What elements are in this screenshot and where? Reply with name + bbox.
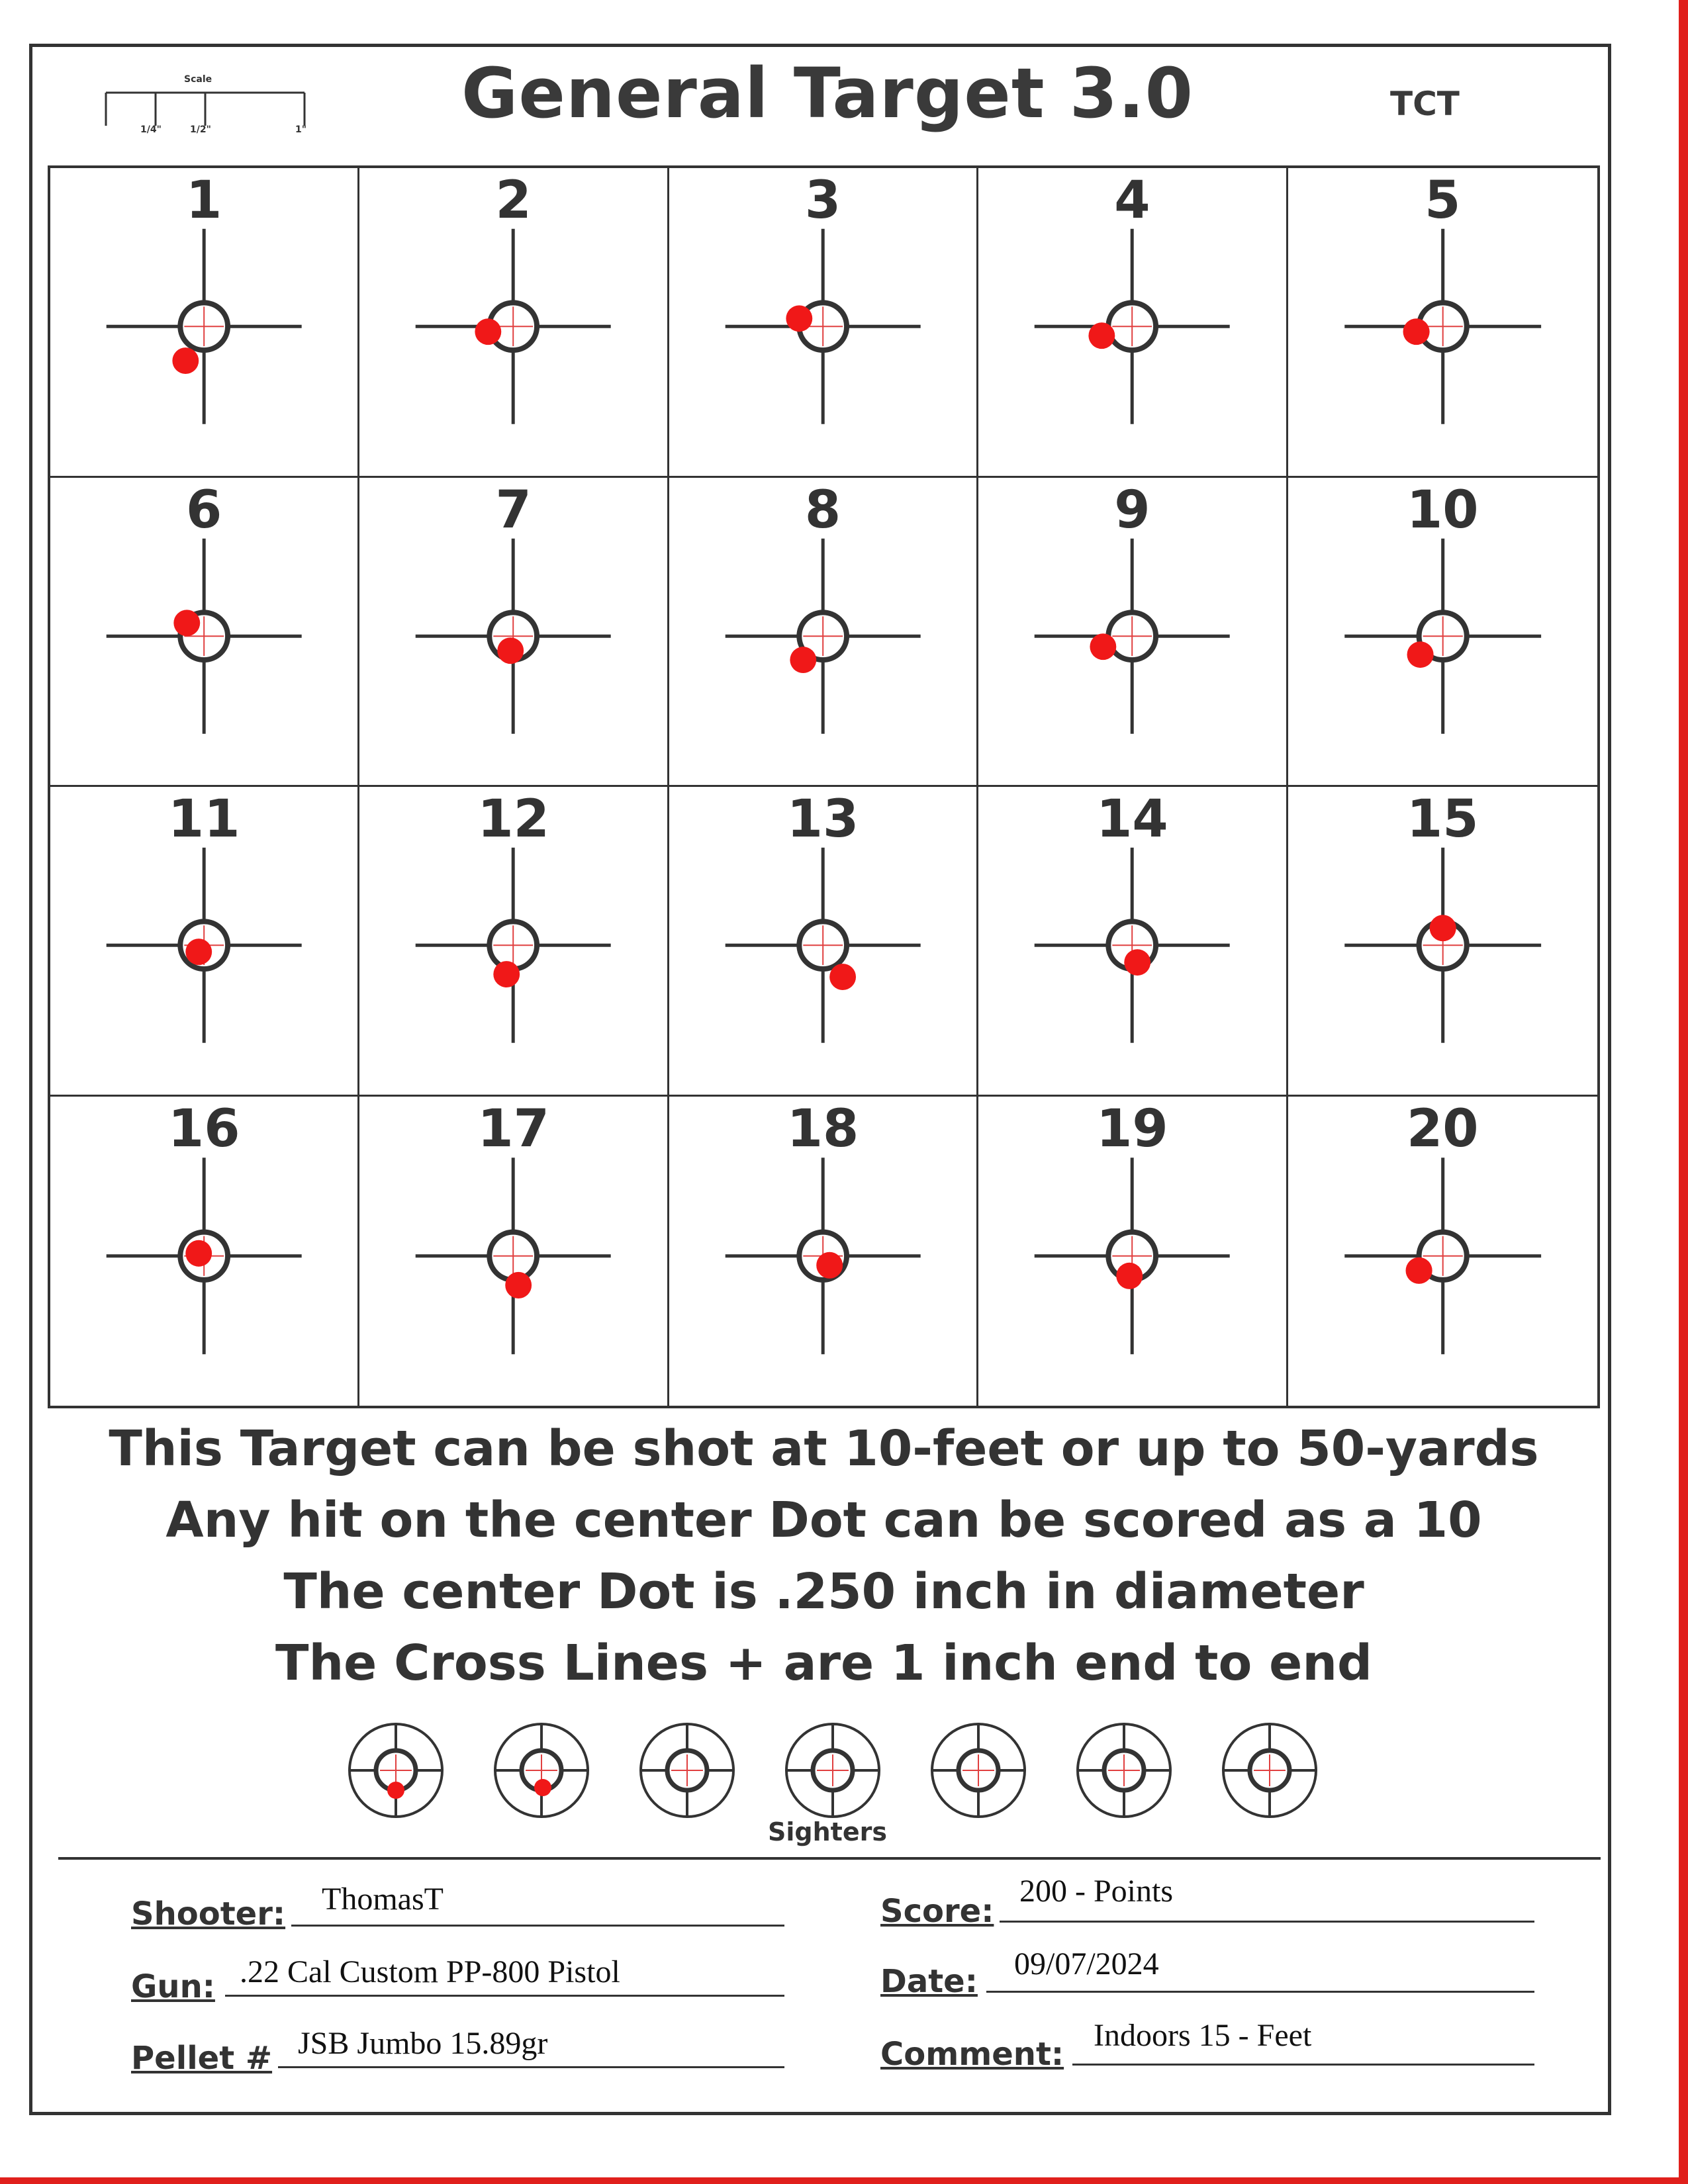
- target-cell-10: [1288, 478, 1597, 788]
- target-number: 6: [186, 480, 222, 540]
- red-page-bottom-edge: [0, 2177, 1688, 2184]
- instruction-line-1: This Target can be shot at 10-feet or up to 50-yards: [109, 1420, 1539, 1477]
- crosshair-target: [50, 1097, 357, 1406]
- instruction-line-2: Any hit on the center Dot can be scored as a 10: [165, 1492, 1482, 1549]
- target-cell-15: [1288, 787, 1597, 1097]
- pellet-label: Pellet #: [131, 2040, 273, 2077]
- pellet-value[interactable]: JSB Jumbo 15.89gr: [298, 2026, 548, 2061]
- sighter-target-2: [495, 1724, 588, 1817]
- crosshair-target: [978, 168, 1286, 476]
- shot-hole: [786, 305, 812, 332]
- tct-tag: TCT: [1390, 85, 1460, 123]
- target-number: 19: [1096, 1099, 1168, 1159]
- shooter-label: Shooter:: [131, 1895, 286, 1933]
- form-separator: [58, 1857, 1601, 1860]
- crosshair-target: [978, 787, 1286, 1095]
- crosshair-target: [1288, 787, 1597, 1095]
- shot-hole: [172, 347, 199, 374]
- crosshair-target: [359, 478, 667, 786]
- target-cell-19: [978, 1097, 1288, 1406]
- target-number: 16: [167, 1099, 240, 1159]
- target-cell-18: [669, 1097, 978, 1406]
- target-cell-2: [359, 168, 669, 478]
- shot-hole: [185, 938, 212, 965]
- instruction-line-4: The Cross Lines + are 1 inch end to end: [275, 1635, 1372, 1692]
- score-label: Score:: [880, 1893, 994, 1930]
- target-number: 7: [495, 480, 532, 540]
- shooter-underline: [291, 1925, 784, 1927]
- shot-hole: [185, 1240, 212, 1266]
- target-cell-9: [978, 478, 1288, 788]
- target-cell-16: [50, 1097, 359, 1406]
- gun-label: Gun:: [131, 1968, 215, 2005]
- shooter-value[interactable]: ThomasT: [322, 1882, 444, 1917]
- shot-hole: [1407, 641, 1433, 668]
- scale-mark-half: 1/2": [190, 124, 211, 135]
- sighter-targets: [338, 1721, 1331, 1827]
- target-grid: [48, 165, 1600, 1408]
- score-value[interactable]: 200 - Points: [1019, 1874, 1174, 1909]
- crosshair-target: [669, 168, 976, 476]
- target-cell-3: [669, 168, 978, 478]
- comment-underline: [1072, 2064, 1534, 2066]
- shot-hole: [816, 1251, 843, 1278]
- sighter-target-4: [786, 1724, 879, 1817]
- shot-hole: [1405, 1257, 1432, 1283]
- crosshair-target: [359, 1097, 667, 1406]
- shot-hole: [1090, 633, 1117, 660]
- target-number: 4: [1114, 171, 1150, 230]
- target-number: 12: [477, 790, 549, 849]
- shot-hole: [173, 610, 200, 636]
- pellet-underline: [278, 2066, 784, 2068]
- shot-hole: [498, 637, 524, 664]
- comment-value[interactable]: Indoors 15 - Feet: [1094, 2018, 1312, 2053]
- shot-hole: [1124, 949, 1150, 976]
- crosshair-target: [359, 168, 667, 476]
- target-number: 1: [186, 171, 222, 230]
- target-number: 13: [786, 790, 859, 849]
- crosshair-target: [1288, 478, 1597, 786]
- target-number: 14: [1096, 790, 1168, 849]
- date-underline: [986, 1991, 1534, 1993]
- instructions: [48, 1413, 1600, 1699]
- crosshair-target: [669, 478, 976, 786]
- target-cell-12: [359, 787, 669, 1097]
- crosshair-target: [359, 787, 667, 1095]
- crosshair-target: [50, 168, 357, 476]
- score-underline: [1000, 1921, 1534, 1923]
- target-number: 2: [495, 171, 532, 230]
- shot-hole: [829, 964, 856, 990]
- target-cell-11: [50, 787, 359, 1097]
- sighter-target-1: [350, 1724, 442, 1817]
- target-number: 20: [1407, 1099, 1479, 1159]
- crosshair-target: [669, 787, 976, 1095]
- target-number: 3: [804, 171, 841, 230]
- sighter-target-7: [1223, 1724, 1316, 1817]
- target-number: 8: [804, 480, 841, 540]
- target-cell-17: [359, 1097, 669, 1406]
- target-cell-5: [1288, 168, 1597, 478]
- crosshair-target: [978, 478, 1286, 786]
- gun-underline: [225, 1995, 784, 1997]
- date-value[interactable]: 09/07/2024: [1014, 1946, 1159, 1981]
- shot-hole: [1403, 318, 1429, 345]
- scale-label: Scale: [184, 74, 212, 85]
- sighter-target-3: [641, 1724, 733, 1817]
- shot-hole: [506, 1271, 532, 1298]
- crosshair-target: [1288, 168, 1597, 476]
- target-cell-13: [669, 787, 978, 1097]
- crosshair-target: [978, 1097, 1286, 1406]
- target-cell-6: [50, 478, 359, 788]
- shot-hole: [790, 647, 816, 673]
- target-cell-14: [978, 787, 1288, 1097]
- comment-label: Comment:: [880, 2036, 1064, 2073]
- shot-hole: [475, 318, 502, 345]
- crosshair-target: [1288, 1097, 1597, 1406]
- target-cell-4: [978, 168, 1288, 478]
- page-title: General Target 3.0: [461, 53, 1194, 134]
- date-label: Date:: [880, 1963, 978, 2000]
- target-number: 18: [786, 1099, 859, 1159]
- crosshair-target: [50, 787, 357, 1095]
- target-cell-1: [50, 168, 359, 478]
- target-cell-20: [1288, 1097, 1597, 1406]
- instruction-line-3: The center Dot is .250 inch in diameter: [283, 1563, 1364, 1620]
- sighter-target-5: [932, 1724, 1025, 1817]
- shot-hole: [1429, 915, 1456, 941]
- target-number: 17: [477, 1099, 549, 1159]
- target-number: 9: [1114, 480, 1150, 540]
- scale-mark-inch: 1": [295, 124, 307, 135]
- gun-value[interactable]: .22 Cal Custom PP-800 Pistol: [240, 1954, 620, 1989]
- target-cell-8: [669, 478, 978, 788]
- shot-hole: [1089, 322, 1115, 349]
- target-cell-7: [359, 478, 669, 788]
- scale-ruler: [99, 73, 318, 146]
- crosshair-target: [50, 478, 357, 786]
- red-page-edge: [1679, 0, 1688, 2184]
- sighters-label: Sighters: [768, 1817, 887, 1846]
- crosshair-target: [669, 1097, 976, 1406]
- target-number: 11: [167, 790, 240, 849]
- shot-hole: [494, 961, 520, 987]
- target-number: 15: [1407, 790, 1479, 849]
- sighter-target-6: [1078, 1724, 1170, 1817]
- target-number: 5: [1425, 171, 1461, 230]
- target-number: 10: [1407, 480, 1479, 540]
- shot-hole: [1116, 1262, 1143, 1289]
- scale-mark-quarter: 1/4": [140, 124, 162, 135]
